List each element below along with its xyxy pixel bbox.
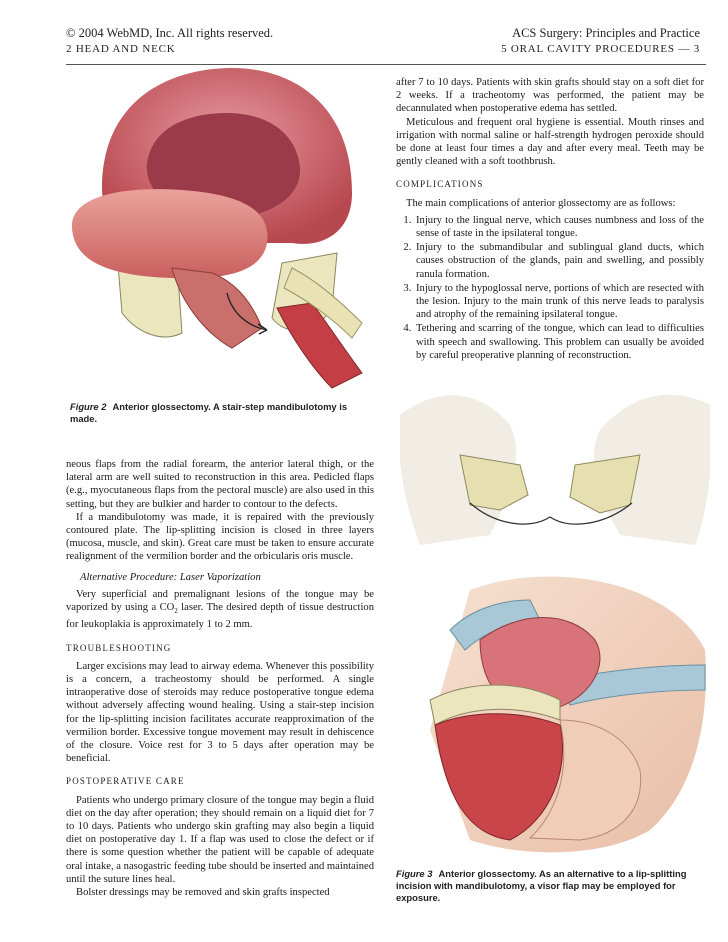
- figure-3-label: Figure 3: [396, 868, 433, 879]
- right-column: [396, 76, 704, 363]
- header-rule: [66, 64, 706, 65]
- left-paragraph-5: Patients who undergo primary closure of the tongue may begin a fluid diet on the day after operation; they should remain on a liquid diet for 7 to 10 days. Patients who undergo skin grafting may also begin a liquid diet on postoperative day 1. If a flap was used to close the defect or if there is some question whether the patient will be capable of adequate oral intake, a nasogastric feeding tube should be inserted and maintained until the suture lines heal.: [66, 794, 374, 885]
- figure-3-mandible-illustration: [400, 385, 710, 550]
- mandible-left: [460, 455, 528, 510]
- left-paragraph-2: If a mandibulotomy was made, it is repaired with the previously contoured plate. The lip-splitting incision is closed in three layers (mucosa, muscle, and skin). Great care must be taken to ensure accurate realignment of the vermilion border and the orbicularis oris muscle.: [66, 511, 374, 563]
- alt-procedure-heading: Alternative Procedure: Laser Vaporization: [80, 571, 261, 583]
- tongue-shape: [72, 189, 268, 278]
- left-paragraph-3a: Very superficial and premalignant lesions of the tongue may be vaporized by using a CO: [66, 588, 374, 614]
- figure-3-visor-flap-illustration: [410, 570, 710, 860]
- right-paragraph-2: Meticulous and frequent oral hygiene is essential. Mouth rinses and irrigation with normal saline or half-strength hydrogen peroxide should be done at least four times a day and after every meal. Teeth may be gently cleaned with a soft toothbrush.: [396, 116, 704, 168]
- complication-item-1: 1. Injury to the lingual nerve, which causes numbness and loss of the sense of taste in the ipsilateral tongue.: [414, 214, 704, 240]
- co2-subscript: 2: [174, 607, 178, 616]
- left-column: [66, 458, 374, 899]
- complication-item-3: 3. Injury to the hypoglossal nerve, portions of which are resected with the lesion. Injury to the main trunk of this nerve leads to paralysis and atrophy of the remaining ipsilateral tongue.: [414, 282, 704, 322]
- left-paragraph-3b: laser. The desired depth of tissue destruction for leukoplakia is approximately 1 to 2 mm.: [66, 602, 375, 631]
- section-label-right: 5 ORAL CAVITY PROCEDURES — 3: [501, 43, 700, 55]
- left-paragraph-1: neous flaps from the radial forearm, the anterior lateral thigh, or the lateral arm are well suited to reconstruction in this area. Pedicled flaps (e.g., myocutaneous flaps from the pectoral muscle) are also used in this setting, but they are bulkier and harder to contour to the defects.: [66, 459, 374, 510]
- troubleshooting-heading: TROUBLESHOOTING: [66, 642, 172, 653]
- right-paragraph-1: after 7 to 10 days. Patients with skin grafts should stay on a soft diet for 2 weeks. If a tracheotomy was performed, the patient may be decannulated when postoperative edema has settled.: [396, 77, 704, 115]
- complications-list: [396, 214, 704, 362]
- right-paragraph-3: The main complications of anterior glossectomy are as follows:: [406, 197, 676, 209]
- postop-heading: POSTOPERATIVE CARE: [66, 776, 185, 787]
- left-paragraph-4: Larger excisions may lead to airway edema. Whenever this possibility is a concern, a tracheostomy should be performed. A single intraoperative dose of steroids may reduce postoperative tongue edema without adversely affecting wound healing. Using a stair-step incision for the lip-splitting incision facilitates accurate reapproximation of the vermilion border. Excessive tongue movement may result in dehiscence of the closure. Voice rest for 3 to 5 days after operation may be beneficial.: [66, 660, 374, 765]
- copyright-notice: © 2004 WebMD, Inc. All rights reserved.: [66, 26, 274, 40]
- figure-2-caption-text: Anterior glossectomy. A stair-step mandibulotomy is made.: [70, 401, 348, 424]
- left-paragraph-6: Bolster dressings may be removed and skin grafts inspected: [76, 887, 330, 898]
- left-paragraph-3: [66, 588, 374, 632]
- figure-2-label: Figure 2: [70, 401, 107, 412]
- mandible-flap-left: [172, 268, 262, 348]
- figure-2-illustration: [62, 68, 382, 393]
- figure-2-caption: [70, 401, 370, 425]
- figure-3-caption-text: Anterior glossectomy. As an alternative to a lip-splitting incision with mandibulotomy, a visor flap may be employed for exposure.: [396, 868, 687, 903]
- complication-item-4: 4. Tethering and scarring of the tongue, which can lead to difficulties with speech and swallowing. This problem can usually be avoided by careful preoperative planning of reconstruction.: [414, 322, 704, 362]
- complications-heading: COMPLICATIONS: [396, 179, 484, 190]
- complication-item-2: 2. Injury to the submandibular and sublingual gland ducts, which causes obstruction of the glands, pain and swelling, and possibly ranula formation.: [414, 241, 704, 281]
- book-title: ACS Surgery: Principles and Practice: [512, 26, 700, 40]
- section-label-left: 2 HEAD AND NECK: [66, 43, 176, 55]
- figure-3-caption: [396, 868, 706, 904]
